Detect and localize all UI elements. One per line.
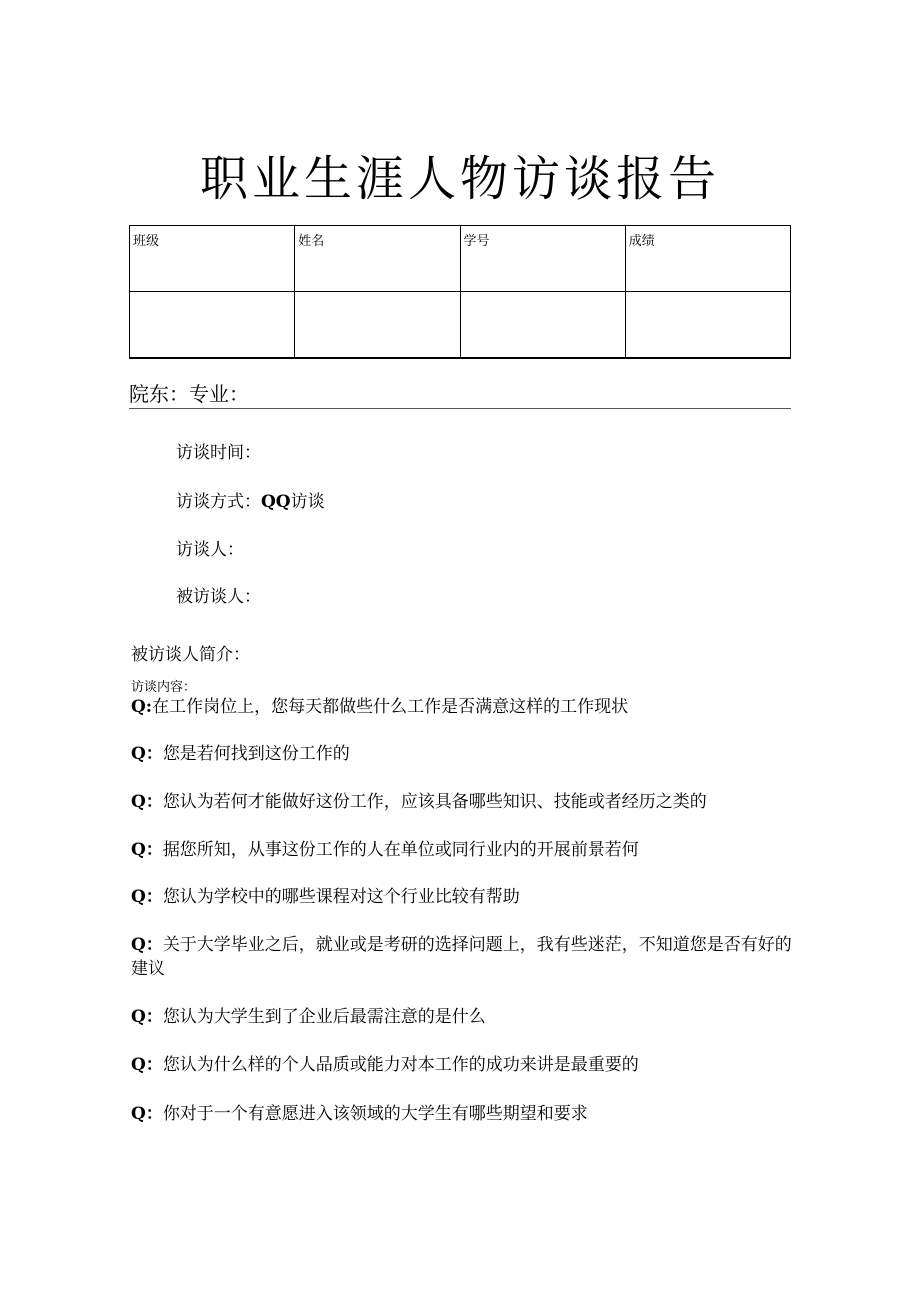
table-value-cell <box>625 292 790 359</box>
question-text: 您认为学校中的哪些课程对这个行业比较有帮助 <box>162 887 520 907</box>
table-header-cell: 班级 <box>130 226 295 292</box>
question-text: 关于大学毕业之后，就业或是考研的选择问题上，我有些迷茫，不知道您是否有好的建议 <box>131 935 792 979</box>
question-item <box>131 695 793 719</box>
question-prefix: Q： <box>131 744 163 764</box>
question-item <box>131 838 793 862</box>
student-info-table <box>129 225 791 359</box>
question-item <box>131 1005 793 1029</box>
question-item <box>131 790 793 814</box>
department-major-line: 院东：专业： <box>129 378 791 409</box>
question-text: 您认为若何才能做好这份工作，应该具备哪些知识、技能或者经历之类的 <box>162 792 707 812</box>
question-text: 你对于一个有意愿进入该领域的大学生有哪些期望和要求 <box>162 1104 588 1124</box>
interview-method <box>176 487 325 512</box>
question-item <box>131 933 793 981</box>
table-header-cell: 成绩 <box>625 226 790 292</box>
question-item <box>131 742 793 766</box>
interviewee: 被访谈人： <box>176 587 261 607</box>
table-value-cell <box>130 292 295 359</box>
interviewee-intro-label: 被访谈人简介： <box>131 645 250 665</box>
question-text: 在工作岗位上，您每天都做些什么工作是否满意这样的工作现状 <box>152 697 629 717</box>
question-text: 您认为什么样的个人品质或能力对本工作的成功来讲是最重要的 <box>162 1055 639 1075</box>
question-prefix: Q： <box>131 887 163 907</box>
question-prefix: Q： <box>131 792 163 812</box>
question-prefix: Q: <box>131 697 153 717</box>
table-header-cell: 姓名 <box>295 226 460 292</box>
question-text: 据您所知，从事这份工作的人在单位或同行业内的开展前景若何 <box>162 840 639 860</box>
table-value-row <box>130 292 791 359</box>
question-item <box>131 1102 793 1126</box>
interview-method-value: 访谈 <box>290 492 325 512</box>
question-text: 您认为大学生到了企业后最需注意的是什么 <box>162 1007 486 1027</box>
question-prefix: Q： <box>131 935 163 955</box>
interview-time: 访谈时间： <box>176 443 261 463</box>
table-value-cell <box>295 292 460 359</box>
question-item <box>131 1053 793 1077</box>
question-prefix: Q： <box>131 1104 163 1124</box>
interview-content-label: 访谈内容： <box>131 680 197 695</box>
page-title: 职业生涯人物访谈报告 <box>199 151 720 207</box>
question-item <box>131 885 793 909</box>
question-prefix: Q： <box>131 1055 163 1075</box>
interview-method-label: 访谈方式： <box>176 492 261 512</box>
interviewer: 访谈人： <box>176 540 244 560</box>
table-value-cell <box>460 292 625 359</box>
question-text: 您是若何找到这份工作的 <box>162 744 350 764</box>
table-header-row <box>130 226 791 292</box>
table-header-cell: 学号 <box>460 226 625 292</box>
interview-method-qq: QQ <box>261 492 291 512</box>
question-prefix: Q： <box>131 840 163 860</box>
question-prefix: Q： <box>131 1007 163 1027</box>
